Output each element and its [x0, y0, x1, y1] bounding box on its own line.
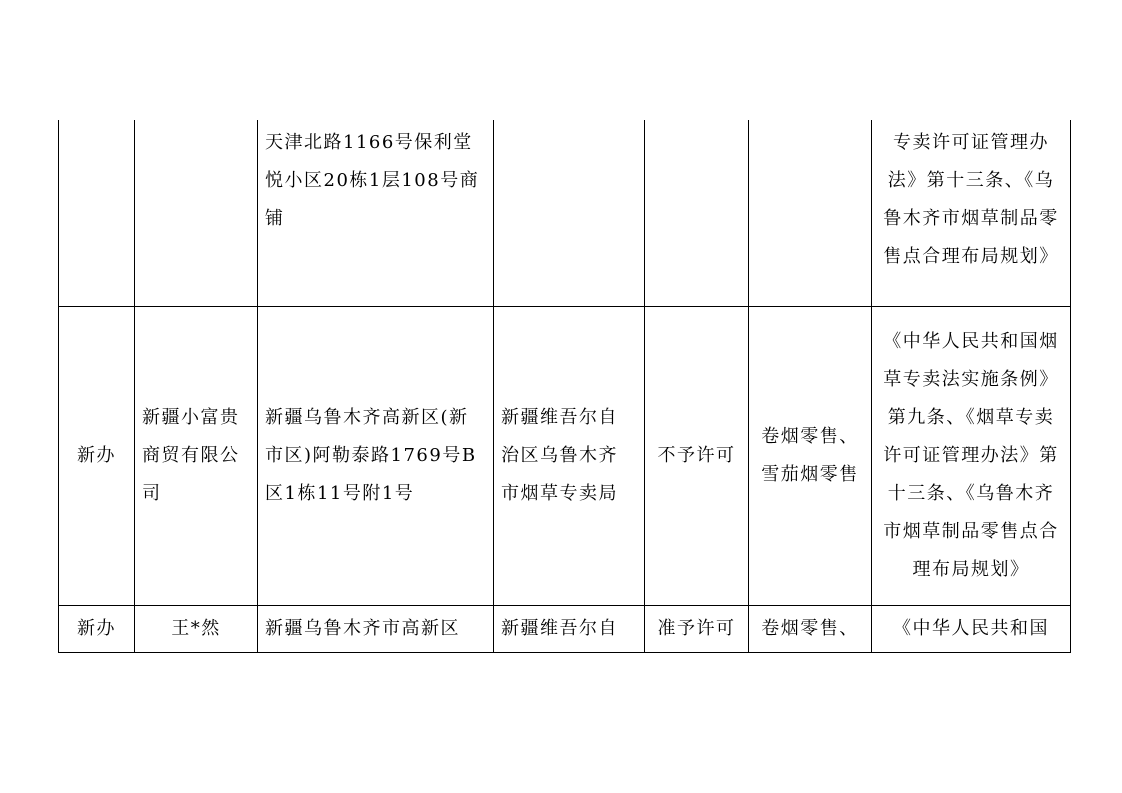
cell-address: 新疆乌鲁木齐市高新区 — [258, 606, 494, 653]
cell-basis: 专卖许可证管理办法》第十三条、《乌鲁木齐市烟草制品零售点合理布局规划》 — [872, 120, 1071, 307]
cell-scope: 卷烟零售、雪茄烟零售 — [749, 307, 872, 606]
cell-basis: 《中华人民共和国烟草专卖法实施条例》第九条、《烟草专卖许可证管理办法》第十三条、《乌鲁木齐市烟草制品零售点合理布局规划》 — [872, 307, 1071, 606]
cell-type — [59, 120, 135, 307]
cell-scope — [749, 120, 872, 307]
table-row — [59, 606, 1071, 653]
cell-name: 新疆小富贵商贸有限公司 — [135, 307, 258, 606]
cell-address: 天津北路1166号保利堂悦小区20栋1层108号商铺 — [258, 120, 494, 307]
cell-address: 新疆乌鲁木齐高新区(新市区)阿勒泰路1769号B区1栋11号附1号 — [258, 307, 494, 606]
cell-type: 新办 — [59, 307, 135, 606]
cell-decision — [645, 120, 749, 307]
cell-name: 王*然 — [135, 606, 258, 653]
cell-authority — [494, 120, 645, 307]
cell-basis: 《中华人民共和国 — [872, 606, 1071, 653]
table-row — [59, 120, 1071, 307]
cell-type: 新办 — [59, 606, 135, 653]
cell-scope: 卷烟零售、 — [749, 606, 872, 653]
license-decision-table — [58, 120, 1071, 653]
cell-decision: 准予许可 — [645, 606, 749, 653]
cell-name — [135, 120, 258, 307]
cell-authority: 新疆维吾尔自 — [494, 606, 645, 653]
table-row — [59, 307, 1071, 606]
cell-decision: 不予许可 — [645, 307, 749, 606]
cell-authority: 新疆维吾尔自治区乌鲁木齐市烟草专卖局 — [494, 307, 645, 606]
